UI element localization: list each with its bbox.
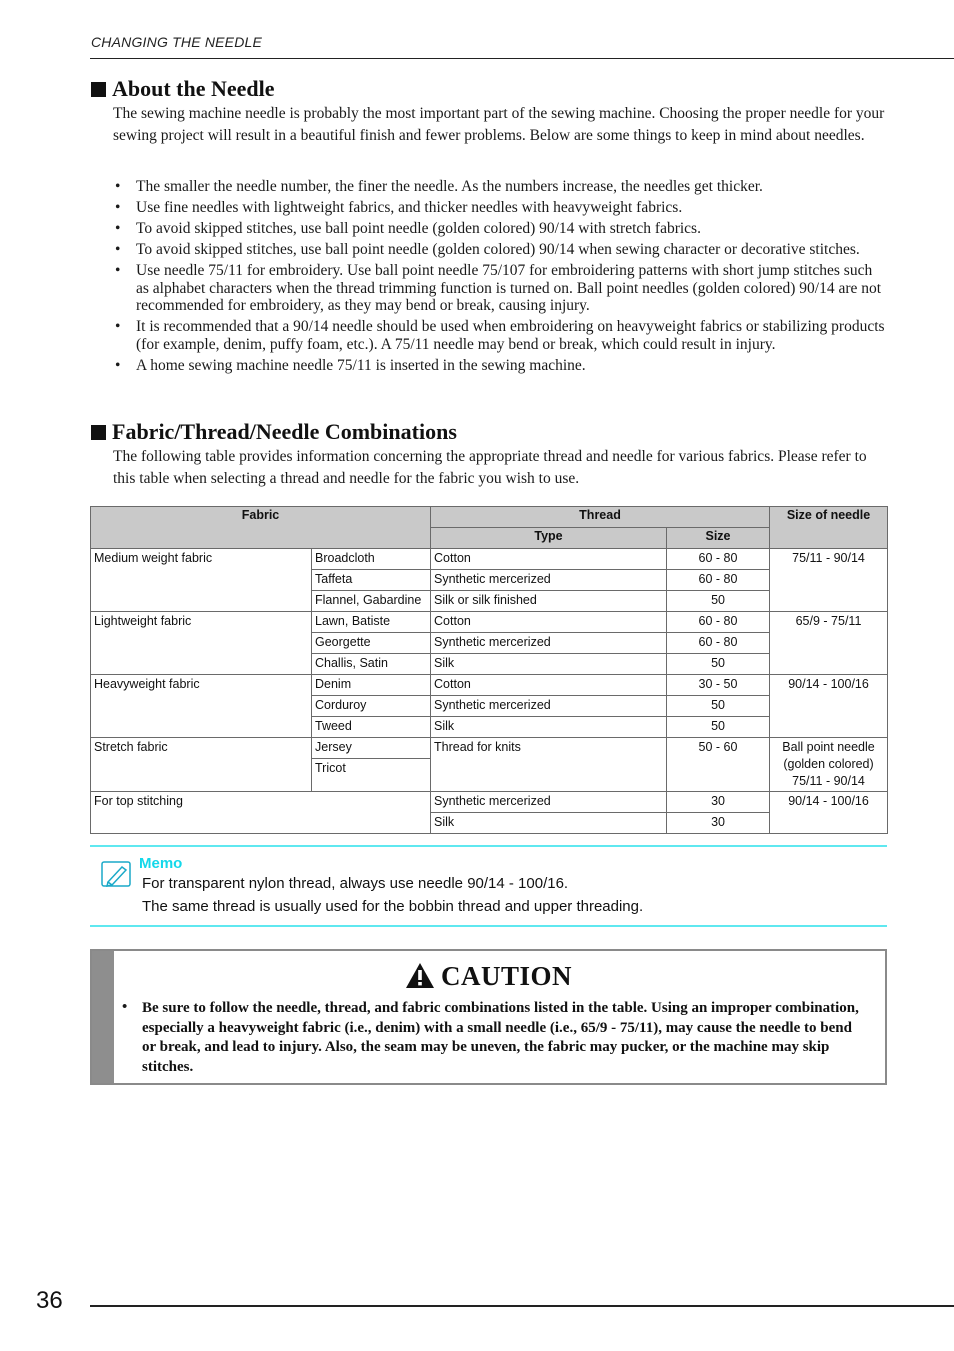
thread-type-cell: Silk <box>431 654 667 675</box>
table-row <box>91 612 888 633</box>
header-type: Type <box>431 528 667 549</box>
thread-size-cell: 30 <box>667 792 770 813</box>
bullet-item: • The smaller the needle number, the finer the needle. As the numbers increase, the needles get thicker. <box>113 178 888 196</box>
subfabric-cell: Broadcloth <box>312 549 431 570</box>
thread-size-cell: 60 - 80 <box>667 570 770 591</box>
combinations-title: Fabric/Thread/Needle Combinations <box>112 419 457 444</box>
caution-heading <box>92 961 885 992</box>
needle-size-cell: 90/14 - 100/16 <box>770 675 888 738</box>
memo-label: Memo <box>139 855 183 872</box>
thread-type-cell: Cotton <box>431 612 667 633</box>
running-head: CHANGING THE NEEDLE <box>91 34 263 50</box>
thread-size-cell: 50 <box>667 696 770 717</box>
combinations-table-container <box>90 506 887 834</box>
caution-box <box>90 949 887 1085</box>
fabric-cell: Lightweight fabric <box>91 612 312 675</box>
thread-size-cell: 30 - 50 <box>667 675 770 696</box>
subfabric-cell: Flannel, Gabardine <box>312 591 431 612</box>
about-needle-heading <box>91 76 275 102</box>
fabric-cell: Stretch fabric <box>91 738 312 792</box>
combinations-heading <box>91 419 457 445</box>
memo-line: For transparent nylon thread, always use needle 90/14 - 100/16. <box>142 875 569 892</box>
subfabric-cell: Tweed <box>312 717 431 738</box>
thread-type-cell: Synthetic mercerized <box>431 570 667 591</box>
needle-line: (golden colored) <box>783 757 874 771</box>
subfabric-cell: Corduroy <box>312 696 431 717</box>
thread-type-cell: Silk <box>431 813 667 834</box>
caution-title: CAUTION <box>440 961 572 991</box>
thread-type-cell: Thread for knits <box>431 738 667 792</box>
memo-pencil-icon <box>101 859 133 889</box>
table-row <box>91 675 888 696</box>
about-needle-title: About the Needle <box>112 76 275 101</box>
thread-type-cell: Silk <box>431 717 667 738</box>
combinations-table <box>90 506 888 834</box>
fabric-cell: Medium weight fabric <box>91 549 312 612</box>
header-thread: Thread <box>431 507 770 528</box>
bullet-item: • To avoid skipped stitches, use ball point needle (golden colored) 90/14 when sewing character or decorative stitches. <box>113 241 888 259</box>
needle-line: 75/11 - 90/14 <box>792 774 865 788</box>
header-size: Size <box>667 528 770 549</box>
about-bullet-list <box>113 178 888 378</box>
bullet-item: • Use fine needles with lightweight fabrics, and thicker needles with heavyweight fabrics. <box>113 199 888 217</box>
bullet-item: • To avoid skipped stitches, use ball point needle (golden colored) 90/14 with stretch fabrics. <box>113 220 888 238</box>
table-row <box>91 738 888 759</box>
about-intro: The sewing machine needle is probably the most important part of the sewing machine. Choosing the proper needle for your sewing project will result in a beautiful finish and fewer problems. Below are some things to keep in mind about needles. <box>113 105 885 144</box>
needle-size-cell: 65/9 - 75/11 <box>770 612 888 675</box>
thread-size-cell: 60 - 80 <box>667 549 770 570</box>
needle-size-cell <box>770 738 888 792</box>
needle-size-cell: 75/11 - 90/14 <box>770 549 888 612</box>
warning-triangle-icon <box>405 962 435 989</box>
needle-size-cell: 90/14 - 100/16 <box>770 792 888 834</box>
header-size-of-needle: Size of needle <box>770 507 888 549</box>
caution-bullet: • <box>122 999 128 1015</box>
thread-type-cell: Synthetic mercerized <box>431 696 667 717</box>
subfabric-cell: Lawn, Batiste <box>312 612 431 633</box>
thread-type-cell: Cotton <box>431 675 667 696</box>
page-number: 36 <box>36 1287 63 1314</box>
bullet-item: • It is recommended that a 90/14 needle should be used when embroidering on heavyweight fabrics or stabilizing products (for example, denim, puffy foam, etc.). A 75/11 needle may bend or break, which could result in injury. <box>113 318 888 353</box>
header-fabric: Fabric <box>91 507 431 549</box>
section-square-icon <box>91 82 106 97</box>
thread-size-cell: 50 <box>667 654 770 675</box>
section-square-icon <box>91 425 106 440</box>
caution-text: Be sure to follow the needle, thread, and fabric combinations listed in the table. Using an improper combination, especially a heavyweight fabric (i.e., denim) with a small needle (i.e., 65/9 - 75/11), may cause the needle to bend or break, and lead to injury. Also, the seam may be uneven, the fabric may pucker, or the machine may skip stitches. <box>142 1000 859 1075</box>
table-row <box>91 549 888 570</box>
combinations-intro: The following table provides information concerning the appropriate thread and needle for various fabrics. Please refer to this table when selecting a thread and needle for the fabric you wish to use. <box>113 448 867 487</box>
bullet-item: • A home sewing machine needle 75/11 is inserted in the sewing machine. <box>113 357 888 375</box>
thread-size-cell: 50 - 60 <box>667 738 770 792</box>
needle-line: Ball point needle <box>782 740 875 754</box>
footer-rule <box>90 1305 954 1307</box>
subfabric-cell: Taffeta <box>312 570 431 591</box>
memo-line: The same thread is usually used for the bobbin thread and upper threading. <box>142 898 644 915</box>
thread-type-cell: Synthetic mercerized <box>431 792 667 813</box>
fabric-cell: For top stitching <box>91 792 431 834</box>
subfabric-cell: Tricot <box>312 759 431 792</box>
thread-type-cell: Silk or silk finished <box>431 591 667 612</box>
subfabric-cell: Jersey <box>312 738 431 759</box>
fabric-cell: Heavyweight fabric <box>91 675 312 738</box>
table-row <box>91 792 888 813</box>
thread-size-cell: 50 <box>667 591 770 612</box>
thread-type-cell: Synthetic mercerized <box>431 633 667 654</box>
header-rule <box>90 58 954 59</box>
subfabric-cell: Georgette <box>312 633 431 654</box>
memo-box <box>90 845 887 927</box>
thread-size-cell: 60 - 80 <box>667 612 770 633</box>
subfabric-cell: Challis, Satin <box>312 654 431 675</box>
thread-type-cell: Cotton <box>431 549 667 570</box>
thread-size-cell: 60 - 80 <box>667 633 770 654</box>
bullet-item: • Use needle 75/11 for embroidery. Use ball point needle 75/107 for embroidering patterns with short jump stitches such as alphabet characters when the thread trimming function is turned on. Ball point needles (golden colored) 90/14 are not recommended for embroidery, as they may bend or break, causing injury. <box>113 262 888 315</box>
thread-size-cell: 30 <box>667 813 770 834</box>
subfabric-cell: Denim <box>312 675 431 696</box>
thread-size-cell: 50 <box>667 717 770 738</box>
